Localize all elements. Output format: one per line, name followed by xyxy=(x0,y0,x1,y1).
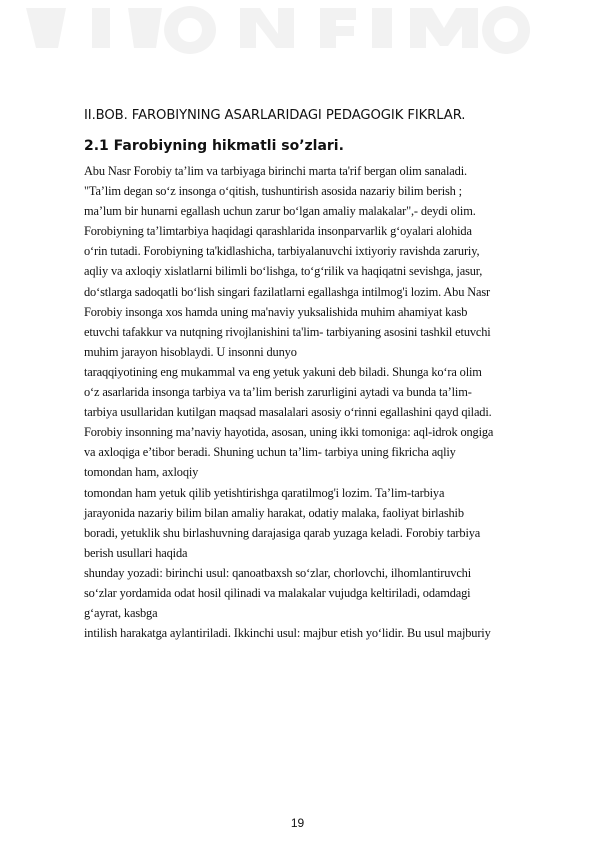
text-line: etuvchi tafakkur va nutqning rivojlanishini ta'lim- tarbiyaning asosini tashkil etuvchi xyxy=(84,324,491,339)
section-title: 2.1 Farobiyning hikmatli so’zlari. xyxy=(84,138,344,154)
text-line: boradi, yetuklik shu birlashuvning darajasiga qarab yuzaga keladi. Forobiy tarbiya xyxy=(84,525,481,540)
text-line: Forobiyning ta’limtarbiya haqidagi qarashlarida insonparvarlik g‘oyalari alohida xyxy=(84,224,472,239)
text-line: Abu Nasr Forobiy ta’lim va tarbiyaga birinchi marta ta'rif bergan olim sanaladi. xyxy=(84,164,467,178)
text-line: taraqqiyotining eng mukammal va eng yetuk yakuni deb biladi. Shunga ko‘ra olim xyxy=(84,364,482,379)
text-line: Forobiy insonga xos hamda uning ma'naviy yuksalishida muhim ahamiyat kasb xyxy=(84,304,468,319)
text-line: va axloqiga e’tibor beradi. Shuning uchun ta’lim- tarbiya uning fikricha aqliy xyxy=(84,445,456,460)
text-line: Forobiy insonning ma’naviy hayotida, asosan, uning ikki tomoniga: aql-idrok ongiga xyxy=(84,425,494,440)
chapter-title: II.BOB. FAROBIYNING ASARLARIDAGI PEDAGOGIK FIKRLAR. xyxy=(84,108,466,123)
text-line: shunday yozadi: birinchi usul: qanoatbaxsh so‘zlar, chorlovchi, ilhomlantiruvchi xyxy=(84,565,472,580)
text-line: "Ta’lim degan so‘z insonga o‘qitish, tushuntirish asosida nazariy bilim berish ; xyxy=(84,184,462,199)
text-line: tomondan ham, axloqiy xyxy=(84,465,199,480)
text-line: tarbiya usullaridan kutilgan maqsad masalalari asosiy o‘rinni egallashini qayd qiladi. xyxy=(84,405,492,420)
document-page xyxy=(84,104,569,643)
text-line: tomondan ham yetuk qilib yetishtirishga qaratilmog'i lozim. Ta’lim-tarbiya xyxy=(84,485,445,500)
text-line: intilish harakatga aylantiriladi. Ikkinchi usul: majbur etish yo‘lidir. Bu usul majburiy xyxy=(84,626,491,641)
text-line: berish usullari haqida xyxy=(84,545,188,560)
text-line: muhim jarayon hisoblaydi. U insonni dunyo xyxy=(84,344,297,359)
text-line: do‘stlarga sadoqatli bo‘lish singari fazilatlarni egallashga intilmog'i lozim. Abu Nasr xyxy=(84,284,491,299)
text-line: ma’lum bir hunarni egallash uchun zarur bo‘lgan amaliy malakalar",- deydi olim. xyxy=(84,204,476,219)
text-line: aqliy va axloqiy xislatlarni bilimli bo‘lishga, to‘g‘rilik va haqiqatni sevishga, jasur, xyxy=(84,264,483,279)
page-number: 19 xyxy=(290,816,305,830)
text-line: o‘rin tutadi. Forobiyning ta'kidlashicha, tarbiyalanuvchi ixtiyoriy ravishda zaruriy, xyxy=(84,244,480,259)
text-line: o‘z asarlarida insonga tarbiya va ta’lim berish zarurligini aytadi va bunda ta’lim- xyxy=(84,385,472,400)
text-line: jarayonida nazariy bilim bilan amaliy harakat, odatiy malaka, faoliyat birlashib xyxy=(84,505,464,520)
text-line: g‘ayrat, kasbga xyxy=(84,606,158,621)
text-line: so‘zlar yordamida odat hosil qilinadi va malakalar vujudga keltiriladi, odamdagi xyxy=(84,585,471,600)
body-text xyxy=(84,161,569,643)
